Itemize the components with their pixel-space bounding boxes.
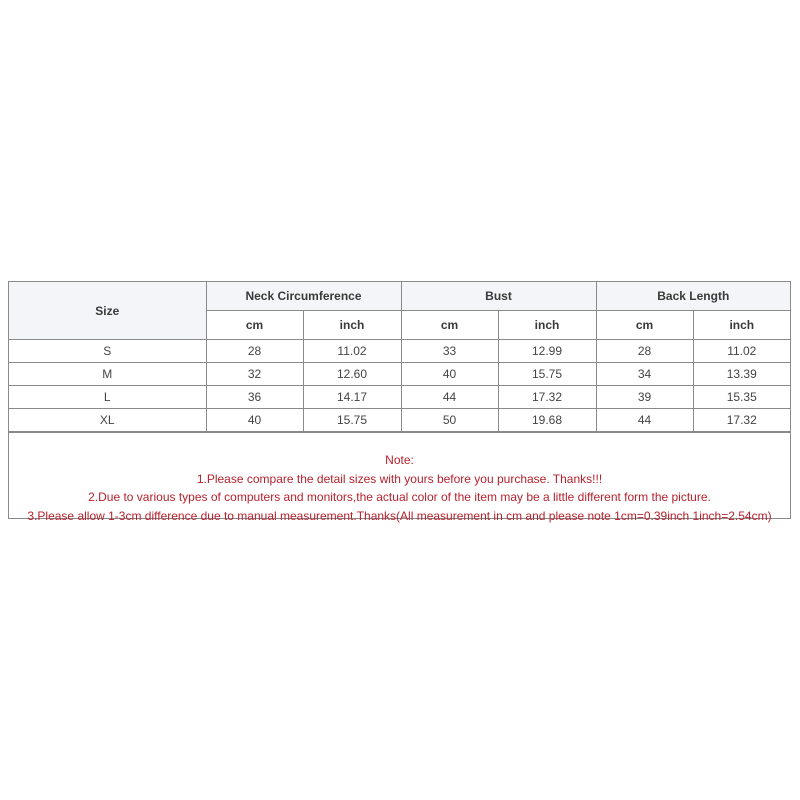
table-cell: 12.60 bbox=[303, 363, 401, 386]
unit-header: cm bbox=[206, 311, 303, 340]
table-cell: 15.75 bbox=[303, 409, 401, 432]
note-line-3: 3.Please allow 1-3cm difference due to manual measurement.Thanks(All measurement in cm and please note 1cm=0.39inch 1inch=2.54cm) bbox=[27, 508, 772, 523]
size-cell: L bbox=[9, 386, 206, 409]
table-cell: 34 bbox=[596, 363, 693, 386]
table-cell: 15.75 bbox=[498, 363, 596, 386]
table-cell: 11.02 bbox=[693, 340, 790, 363]
table-cell: 11.02 bbox=[303, 340, 401, 363]
size-table bbox=[9, 282, 790, 432]
size-cell: M bbox=[9, 363, 206, 386]
neck-circumference-header: Neck Circumference bbox=[206, 282, 401, 311]
unit-header: inch bbox=[498, 311, 596, 340]
table-cell: 40 bbox=[206, 409, 303, 432]
size-chart bbox=[8, 281, 791, 523]
table-cell: 17.32 bbox=[498, 386, 596, 409]
table-cell: 32 bbox=[206, 363, 303, 386]
table-cell: 17.32 bbox=[693, 409, 790, 432]
table-header-row bbox=[9, 282, 790, 311]
table-cell: 33 bbox=[401, 340, 498, 363]
table-cell: 50 bbox=[401, 409, 498, 432]
size-cell: S bbox=[9, 340, 206, 363]
table-cell: 44 bbox=[596, 409, 693, 432]
unit-header: cm bbox=[401, 311, 498, 340]
note-title: Note: bbox=[385, 453, 414, 467]
note-line-1: 1.Please compare the detail sizes with yours before you purchase. Thanks!!! bbox=[196, 471, 603, 486]
table-row bbox=[9, 409, 790, 432]
table-cell: 13.39 bbox=[693, 363, 790, 386]
bust-header: Bust bbox=[401, 282, 596, 311]
size-cell: XL bbox=[9, 409, 206, 432]
table-cell: 15.35 bbox=[693, 386, 790, 409]
table-cell: 36 bbox=[206, 386, 303, 409]
unit-header: inch bbox=[693, 311, 790, 340]
table-cell: 14.17 bbox=[303, 386, 401, 409]
table-cell: 19.68 bbox=[498, 409, 596, 432]
note-line-2: 2.Due to various types of computers and monitors,the actual color of the item may be a little different form the picture. bbox=[88, 490, 711, 504]
table-cell: 28 bbox=[206, 340, 303, 363]
table-row bbox=[9, 340, 790, 363]
size-column-header: Size bbox=[9, 282, 206, 340]
table-row bbox=[9, 363, 790, 386]
notes-section bbox=[9, 432, 790, 525]
back-length-header: Back Length bbox=[596, 282, 790, 311]
table-cell: 40 bbox=[401, 363, 498, 386]
table-cell: 28 bbox=[596, 340, 693, 363]
table-cell: 12.99 bbox=[498, 340, 596, 363]
unit-header: cm bbox=[596, 311, 693, 340]
table-row bbox=[9, 386, 790, 409]
table-cell: 39 bbox=[596, 386, 693, 409]
unit-header: inch bbox=[303, 311, 401, 340]
table-cell: 44 bbox=[401, 386, 498, 409]
